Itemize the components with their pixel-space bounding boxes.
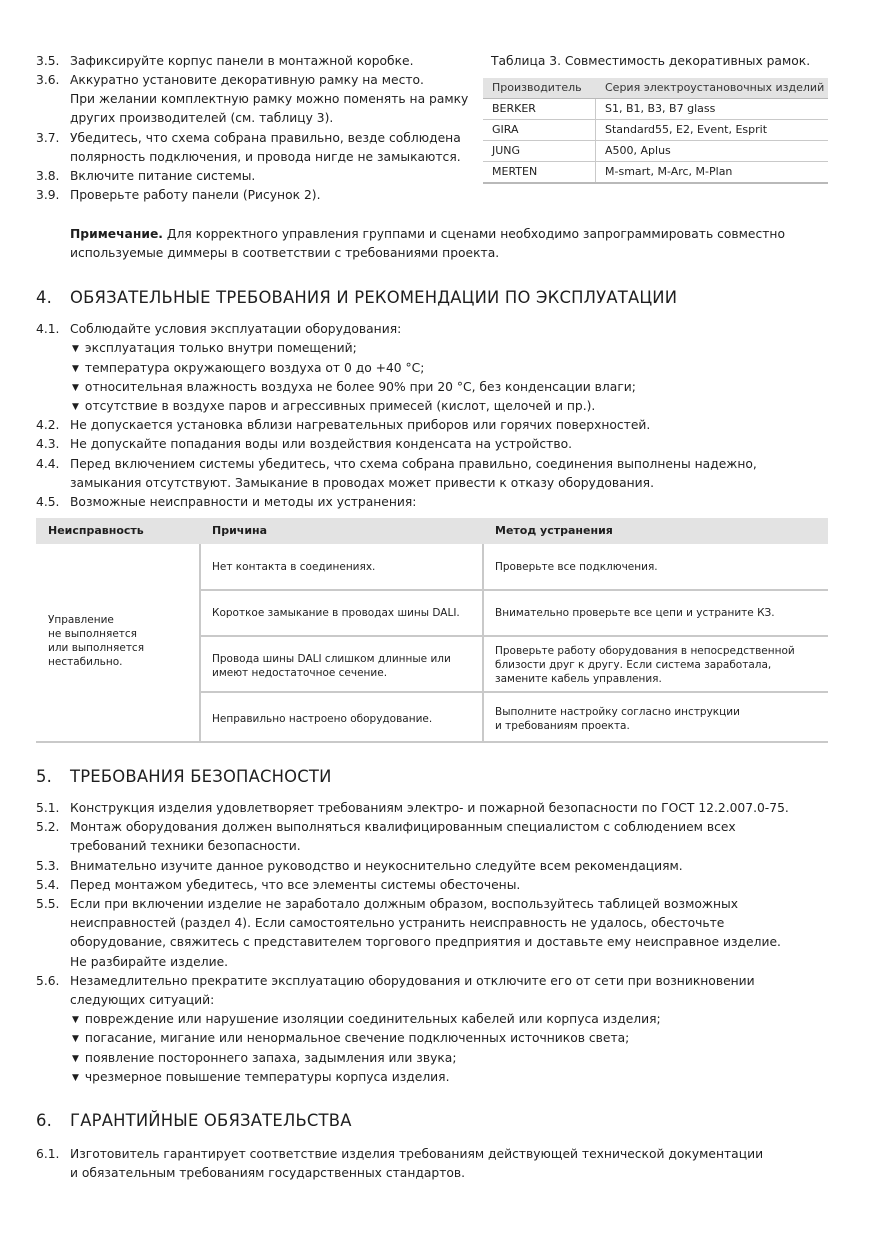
fault-cell: Управление не выполняется или выполняется нестабильно. xyxy=(48,614,145,668)
bullet-item: ▼ относительная влажность воздуха не более 90% при 20 °С, без конденсации влаги; xyxy=(72,380,636,394)
table-row xyxy=(483,120,828,141)
manual-page: 3.5. Зафиксируйте корпус панели в монтажной коробке. 3.6. Аккуратно установите декоративную рамку на место. При желании комплектную рамку можно поменять на рамку других производителей (см. таблицу 3). 3.7. Убедитесь, что схема собрана правильно, везде соблюдена полярность подключения, и провода нигде не замыкаются. 3.8. Включите питание системы. 3.9. Проверьте работу панели (Рисунок 2). Таблица 3. Совместимость декоративных рамок. Производитель Серия электроустановочных изделий BERKER S1, B1, B3, B7 glass GIRA Standard55, E2, Event, Esprit JUNG A500, Aplus MERTEN M-smart, M-Arc, M-Plan Примечание. Для корректного управления группами и сценами необходимо запрограммировать совместно используемые диммеры в соответствии с требованиями проекта. 4. ОБЯЗАТЕЛЬНЫЕ ТРЕБОВАНИЯ И РЕКОМЕНДАЦИИ ПО ЭКСПЛУАТАЦИИ 4.1. Соблюдайте условия эксплуатации оборудования: ▼ эксплуатация только внутри помещений; ▼ температура окружающего воздуха от 0 до +40 °С; ▼ относительная влажность воздуха не более 90% при 20 °С, без конденсации влаги; ▼ отсутствие в воздухе паров и агрессивных примесей (кислот, щелочей и пр.). 4.2. Не допускается установка вблизи нагревательных приборов или горячих поверхностей. 4.3. Не допускайте попадания воды или воздействия конденсата на устройство. 4.4. Перед включением системы убедитесь, что схема собрана правильно, соединения выполнены надежно, замыкания отсутствуют. Замыкание в проводах может привести к отказу оборудования. 4.5. Возможные неисправности и методы их устранения: Неисправность Причина Метод устранения Управление не выполняется или выполняется нестабильно. Нет контакта в соединениях. Проверьте все подключения. Короткое замыкание в проводах шины DALI. Внимательно проверьте все цепи и устраните КЗ. Провода шины DALI слишком длинные или имеют недостаточное сечение. Проверьте работу оборудования в непосредственной близости друг к другу. Если система заработала, замените кабель управления. Неправильно настроено оборудование. Выполните настройку согласно инструкции и требованиям проекта. 5. ТРЕБОВАНИЯ БЕЗОПАСНОСТИ 5.1. Конструкция изделия удовлетворяет требованиям электро- и пожарной безопасности по ГОСТ 12.2.007.0-75. 5.2. Монтаж оборудования должен выполняться квалифицированным специалистом с соблюдением всех требований техники безопасности. 5.3. Внимательно изучите данное руководство и неукоснительно следуйте всем рекомендациям. 5.4. Перед монтажом убедитесь, что все элементы системы обесточены. 5.5. Если при включении изделие не заработало должным образом, воспользуйтесь таблицей возможных неисправностей (раздел 4). Если самостоятельно устранить неисправность не удалось, обесточьте оборудование, свяжитесь с представителем торгового предприятия и доставьте ему неисправное изделие. Не разбирайте изделие. 5.6. Незамедлительно прекратите эксплуатацию оборудования и отключите его от сети при возникновении следующих ситуаций: ▼ повреждение или нарушение изоляции соединительных кабелей или корпуса изделия; ▼ погасание, мигание или ненормальное свечение подключенных источников света; ▼ появление постороннего запаха, задымления или звука; ▼ чрезмерное повышение температуры корпуса изделия. 6. ГАРАНТИЙНЫЕ ОБЯЗАТЕЛЬСТВА 6.1. Изготовитель гарантирует соответствие изделия требованиям действующей технической документации и обязательным требованиям государственных стандартов. xyxy=(0,0,874,1240)
fix-cell: Внимательно проверьте все цепи и устраните КЗ. xyxy=(495,607,775,619)
fault-table-header-fault: Неисправность xyxy=(48,524,144,537)
note-line-2: используемые диммеры в соответствии с требованиями проекта. xyxy=(70,246,500,260)
fix-cell: Проверьте все подключения. xyxy=(495,561,658,573)
triangle-down-icon: ▼ xyxy=(72,364,79,374)
table3-header-row xyxy=(483,78,828,99)
table3-header-series: Серия электроустановочных изделий xyxy=(605,81,825,94)
triangle-down-icon: ▼ xyxy=(72,1054,79,1064)
cause-cell: Нет контакта в соединениях. xyxy=(212,561,376,573)
table3-cell: BERKER xyxy=(492,102,536,115)
fault-table-header-cause: Причина xyxy=(212,524,268,537)
fault-table-header xyxy=(36,518,828,544)
triangle-down-icon: ▼ xyxy=(72,1015,79,1025)
table3-cell: M-smart, M-Arc, M-Plan xyxy=(605,165,733,178)
cause-cell: Провода шины DALI слишком длинные или имеют недостаточное сечение. xyxy=(212,653,451,679)
bullet-item: ▼ чрезмерное повышение температуры корпуса изделия. xyxy=(72,1070,450,1084)
table-row xyxy=(483,141,828,162)
table3-cell: GIRA xyxy=(492,123,519,136)
triangle-down-icon: ▼ xyxy=(72,344,79,354)
bullet-item: ▼ появление постороннего запаха, задымления или звука; xyxy=(72,1051,457,1065)
table3-cell: A500, Aplus xyxy=(605,144,671,157)
table3-cell: JUNG xyxy=(492,144,521,157)
cause-cell: Неправильно настроено оборудование. xyxy=(212,713,433,725)
bullet-item: ▼ отсутствие в воздухе паров и агрессивных примесей (кислот, щелочей и пр.). xyxy=(72,399,596,413)
triangle-down-icon: ▼ xyxy=(72,402,79,412)
note-line-1: Примечание. Для корректного управления группами и сценами необходимо запрограммировать совместно xyxy=(70,227,785,241)
fault-table-header-fix: Метод устранения xyxy=(495,524,613,537)
triangle-down-icon: ▼ xyxy=(72,1073,79,1083)
table3-header-manufacturer: Производитель xyxy=(492,81,582,94)
bullet-item: ▼ температура окружающего воздуха от 0 до +40 °С; xyxy=(72,361,425,375)
table3-cell: MERTEN xyxy=(492,165,538,178)
bullet-item: ▼ погасание, мигание или ненормальное свечение подключенных источников света; xyxy=(72,1031,630,1045)
table3-cell: S1, B1, B3, B7 glass xyxy=(605,102,716,115)
note-label: Примечание. xyxy=(70,227,163,241)
cause-cell: Короткое замыкание в проводах шины DALI. xyxy=(212,607,460,619)
table3-caption: Таблица 3. Совместимость декоративных рамок. xyxy=(491,54,811,68)
bullet-item: ▼ повреждение или нарушение изоляции соединительных кабелей или корпуса изделия; xyxy=(72,1012,661,1026)
fix-cell: Проверьте работу оборудования в непосредственной близости друг к другу. Если система заработала, замените кабель управления. xyxy=(495,645,795,685)
table-row xyxy=(483,99,828,120)
fix-cell: Выполните настройку согласно инструкции и требованиям проекта. xyxy=(495,706,740,732)
table-row xyxy=(483,162,828,184)
triangle-down-icon: ▼ xyxy=(72,383,79,393)
triangle-down-icon: ▼ xyxy=(72,1034,79,1044)
table3-cell: Standard55, E2, Event, Esprit xyxy=(605,123,768,136)
table3 xyxy=(483,78,828,184)
bullet-item: ▼ эксплуатация только внутри помещений; xyxy=(72,341,357,355)
